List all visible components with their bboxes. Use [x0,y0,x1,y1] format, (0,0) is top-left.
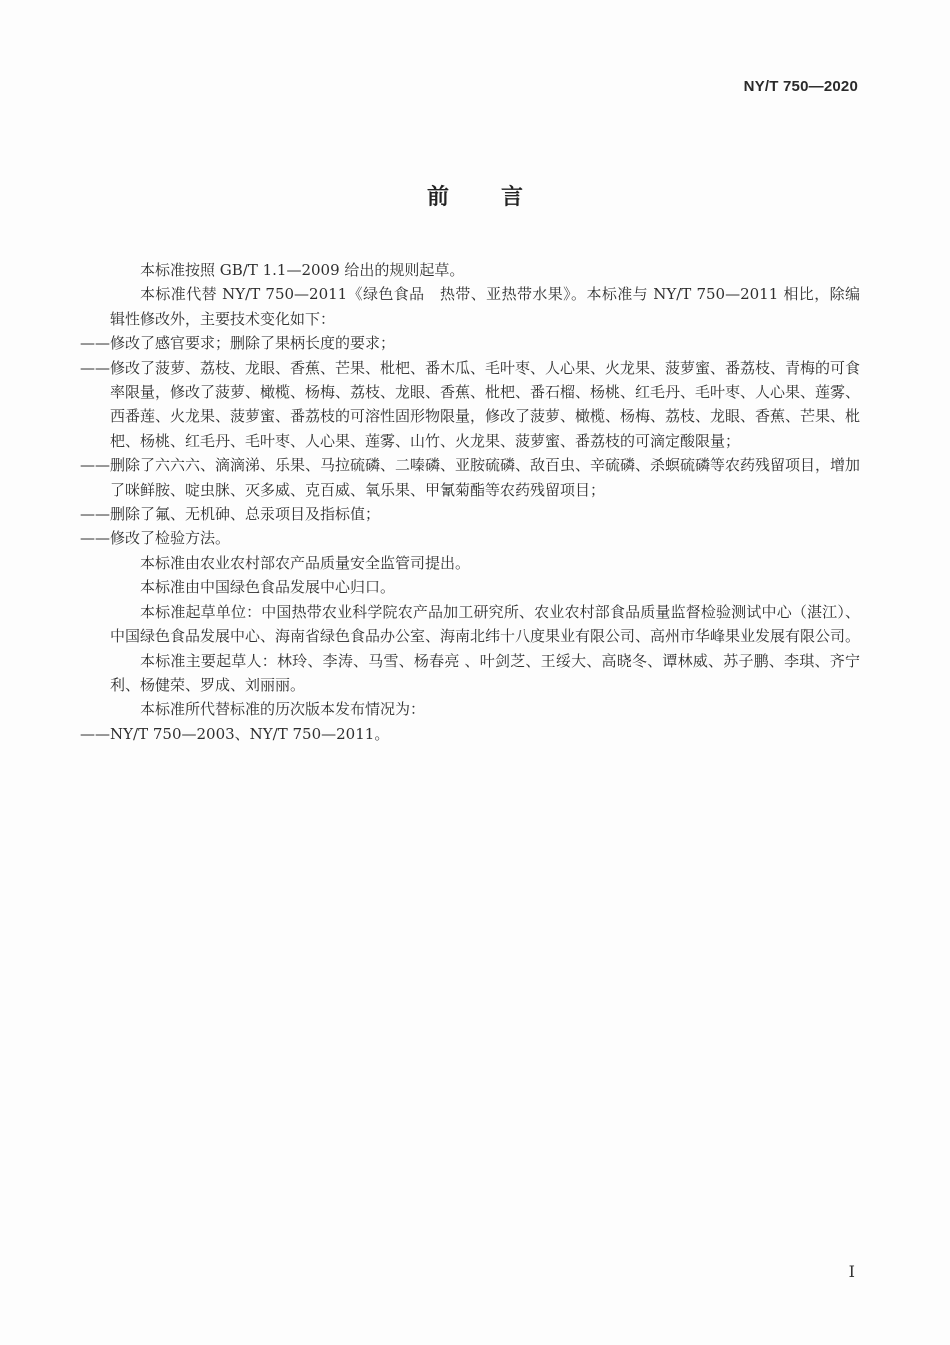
list-item: ——修改了菠萝、荔枝、龙眼、香蕉、芒果、枇杷、番木瓜、毛叶枣、人心果、火龙果、菠萝蜜、番荔枝、青梅的可食率限量，修改了菠萝、橄榄、杨梅、荔枝、龙眼、香蕉、枇杷、番石榴、杨桃、红毛丹、毛叶枣、人心果、莲雾、西番莲、火龙果、菠萝蜜、番荔枝的可溶性固形物限量，修改了菠萝、橄榄、杨梅、荔枝、龙眼、香蕉、芒果、枇杷、杨桃、红毛丹、毛叶枣、人心果、莲雾、山竹、火龙果、菠萝蜜、番荔枝的可滴定酸限量； [80,358,861,450]
page-number: I [848,1262,855,1281]
list-item: ——NY/T 750—2003、NY/T 750—2011。 [80,724,390,743]
standard-code: NY/T 750—2020 [743,78,858,95]
paragraph: 本标准代替 NY/T 750—2011《绿色食品 热带、亚热带水果》。本标准与 NY/T 750—2011 相比，除编辑性修改外，主要技术变化如下： [110,285,860,328]
paragraph: 本标准主要起草人：林玲、李涛、马雪、杨春亮 、叶剑芝、王绥大、高晓冬、谭林威、苏子鹏、李琪、齐宁利、杨健荣、罗成、刘丽丽。 [110,651,860,694]
paragraph: 本标准按照 GB/T 1.1—2009 给出的规则起草。 [140,261,465,279]
paragraph: 本标准由中国绿色食品发展中心归口。 [140,578,396,597]
paragraph: 本标准所代替标准的历次版本发布情况为： [140,700,426,719]
list-item: ——修改了感官要求；删除了果柄长度的要求； [80,334,396,353]
paragraph: 本标准起草单位：中国热带农业科学院农产品加工研究所、农业农村部食品质量监督检验测试中心（湛江）、中国绿色食品发展中心、海南省绿色食品办公室、海南北纬十八度果业有限公司、高州市华峰果业发展有限公司。 [110,602,861,646]
list-item: ——修改了检验方法。 [80,529,231,548]
page-title: 前言 [426,185,575,210]
foreword-body [80,258,861,746]
list-item: ——删除了氟、无机砷、总汞项目及指标值； [80,505,381,524]
paragraph: 本标准由农业农村部农产品质量安全监管司提出。 [140,553,471,572]
list-item: ——删除了六六六、滴滴涕、乐果、马拉硫磷、二嗪磷、亚胺硫磷、敌百虫、辛硫磷、杀螟硫磷等农药残留项目，增加了咪鲜胺、啶虫脒、灭多威、克百威、氧乐果、甲氰菊酯等农药残留项目； [80,456,861,499]
